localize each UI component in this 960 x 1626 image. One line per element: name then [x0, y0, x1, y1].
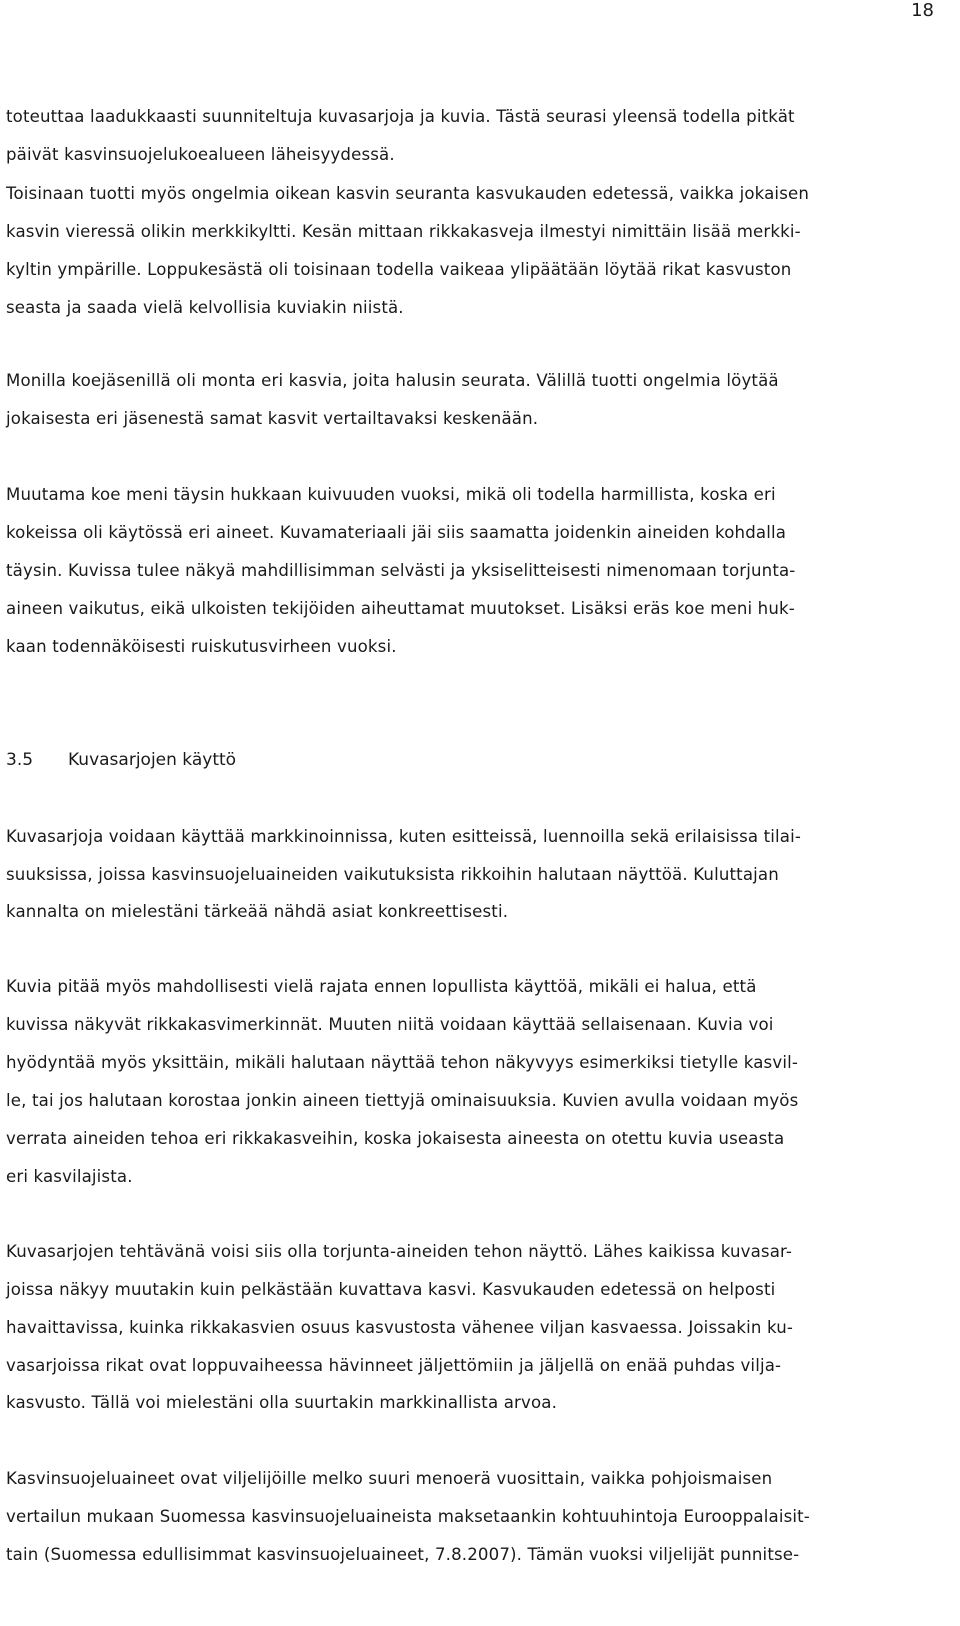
text-line: Kuvia pitää myös mahdollisesti vielä rajata ennen lopullista käyttöä, mikäli ei halua, että	[6, 977, 757, 996]
text-line: vasarjoissa rikat ovat loppuvaiheessa hävinneet jäljettömiin ja jäljellä on enää puhdas vilja-	[6, 1356, 782, 1375]
text-line: havaittavissa, kuinka rikkakasvien osuus kasvustosta vähenee viljan kasvaessa. Joissakin ku-	[6, 1318, 794, 1337]
text-line: Toisinaan tuotti myös ongelmia oikean kasvin seuranta kasvukauden edetessä, vaikka jokaisen	[6, 184, 810, 203]
text-line: Kuvasarjoja voidaan käyttää markkinoinnissa, kuten esitteissä, luennoilla sekä erilaisissa tilai-	[6, 827, 802, 846]
text-line: tain (Suomessa edullisimmat kasvinsuojeluaineet, 7.8.2007). Tämän vuoksi viljelijät punnitse-	[6, 1545, 800, 1564]
text-line: Muutama koe meni täysin hukkaan kuivuuden vuoksi, mikä oli todella harmillista, koska eri	[6, 485, 776, 504]
text-line: Kuvasarjojen tehtävänä voisi siis olla torjunta-aineiden tehon näyttö. Lähes kaikissa kuvasar-	[6, 1242, 793, 1261]
text-line: Monilla koejäsenillä oli monta eri kasvia, joita halusin seurata. Välillä tuotti ongelmia löytää	[6, 371, 779, 390]
text-line: joissa näkyy muutakin kuin pelkästään kuvattava kasvi. Kasvukauden edetessä on helposti	[6, 1280, 776, 1299]
text-line: vertailun mukaan Suomessa kasvinsuojeluaineista maksetaankin kohtuuhintoja Eurooppalaisit-	[6, 1507, 810, 1526]
text-line: jokaisesta eri jäsenestä samat kasvit vertailtavaksi keskenään.	[6, 409, 539, 428]
text-line: Kasvinsuojeluaineet ovat viljelijöille melko suuri menoerä vuosittain, vaikka pohjoismaisen	[6, 1469, 773, 1488]
text-line: kuvissa näkyvät rikkakasvimerkinnät. Muuten niitä voidaan käyttää sellaisenaan. Kuvia voi	[6, 1015, 774, 1034]
text-line: kaan todennäköisesti ruiskutusvirheen vuoksi.	[6, 637, 397, 656]
section-title: Kuvasarjojen käyttö	[68, 750, 237, 770]
text-line: täysin. Kuvissa tulee näkyä mahdillisimman selvästi ja yksiselitteisesti nimenomaan torjunta-	[6, 561, 796, 580]
text-line: päivät kasvinsuojelukoealueen läheisyydessä.	[6, 145, 395, 164]
text-line: hyödyntää myös yksittäin, mikäli halutaan näyttää tehon näkyvyys esimerkiksi tietylle kasvil-	[6, 1053, 798, 1072]
text-line: kyltin ympärille. Loppukesästä oli toisinaan todella vaikeaa ylipäätään löytää rikat kasvuston	[6, 260, 792, 279]
page-number: 18	[911, 0, 934, 21]
text-line: suuksissa, joissa kasvinsuojeluaineiden vaikutuksista rikkoihin halutaan näyttöä. Kuluttajan	[6, 865, 779, 884]
text-line: eri kasvilajista.	[6, 1167, 133, 1186]
text-line: kasvin vieressä olikin merkkikyltti. Kesän mittaan rikkakasveja ilmestyi nimittäin lisää merkki-	[6, 222, 801, 241]
section-heading	[6, 749, 236, 771]
text-line: seasta ja saada vielä kelvollisia kuviakin niistä.	[6, 298, 404, 317]
text-line: aineen vaikutus, eikä ulkoisten tekijöiden aiheuttamat muutokset. Lisäksi eräs koe meni huk-	[6, 599, 795, 618]
text-line: toteuttaa laadukkaasti suunniteltuja kuvasarjoja ja kuvia. Tästä seurasi yleensä todella pitkät	[6, 107, 795, 126]
text-line: kannalta on mielestäni tärkeää nähdä asiat konkreettisesti.	[6, 902, 509, 921]
section-number: 3.5	[6, 750, 34, 770]
text-line: kasvusto. Tällä voi mielestäni olla suurtakin markkinallista arvoa.	[6, 1393, 557, 1412]
text-line: le, tai jos halutaan korostaa jonkin aineen tiettyjä ominaisuuksia. Kuvien avulla voidaan myös	[6, 1091, 799, 1110]
text-line: kokeissa oli käytössä eri aineet. Kuvamateriaali jäi siis saamatta joidenkin aineiden kohdalla	[6, 523, 787, 542]
text-line: verrata aineiden tehoa eri rikkakasveihin, koska jokaisesta aineesta on otettu kuvia useasta	[6, 1129, 785, 1148]
